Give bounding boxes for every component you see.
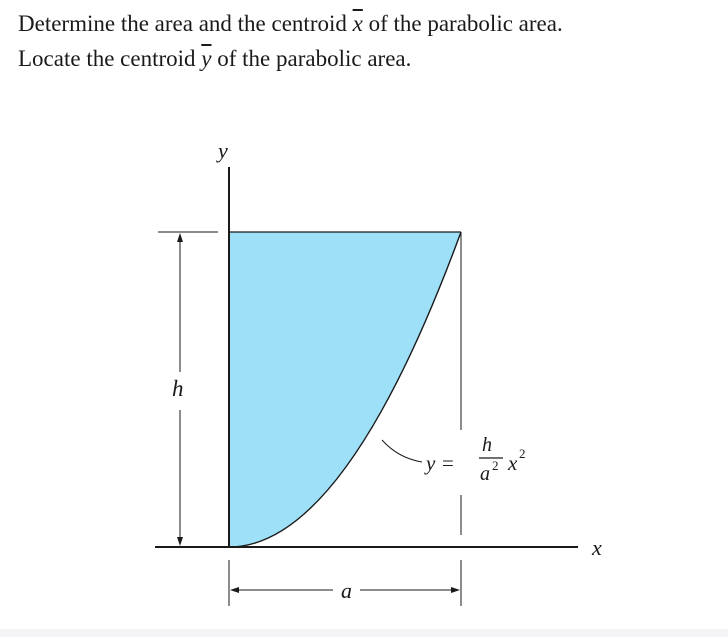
equation-denominator: a [480,463,490,485]
equation-numerator: h [482,434,492,456]
a-arrow-left [230,587,239,593]
problem-line-1-text: Determine the area and the centroid [18,11,353,36]
x-bar-symbol: $\overline{x}$ [352,11,363,36]
height-label: h [172,376,184,401]
equation-denominator-exponent: 2 [492,458,499,473]
equation-variable-exponent: 2 [519,446,526,461]
problem-line-2-tail: of the parabolic area. [211,46,412,71]
problem-line-2-text: Locate the centroid [18,46,202,71]
width-label: a [341,578,352,603]
parabola-equation [424,434,526,485]
parabolic-region [229,232,461,547]
equation-variable: x [508,451,518,475]
a-arrow-right [451,587,460,593]
h-arrow-bottom [177,537,183,546]
equation-leader-line [382,440,422,462]
x-axis-label: x [592,535,602,560]
equation-lhs: y = [426,451,455,475]
y-bar-symbol: $\overline{y}$ [201,46,212,71]
bottom-band [0,629,728,637]
h-arrow-top [177,233,183,242]
y-axis-label: y [218,138,228,163]
problem-line-1-tail: of the parabolic area. [362,11,563,36]
